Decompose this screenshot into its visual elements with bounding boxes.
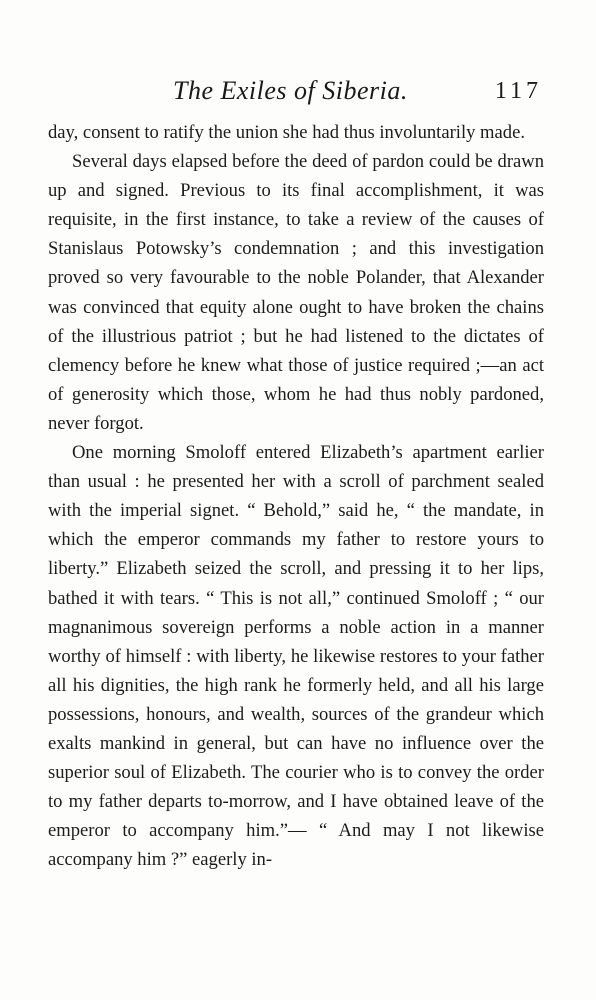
page-number: 117 bbox=[494, 78, 542, 104]
running-title: The Exiles of Siberia. bbox=[173, 76, 408, 105]
paragraph: One morning Smoloff entered Elizabeth’s apartment earlier than usual : he presented her with a scroll of parchment sealed with the imperial signet. “ Behold,” said he, “ the mandate, in which the emperor commands my father to restore yours to liberty.” Elizabeth seized the scroll, and pressing it to her lips, bathed it with tears. “ This is not all,” continued Smoloff ; “ our magnanimous sovereign performs a noble action in a manner worthy of himself : with liberty, he likewise restores to your father all his dignities, the high rank he formerly held, and all his large possessions, honours, and wealth, sources of the grandeur which exalts mankind in general, but can have no influence over the superior soul of Elizabeth. The courier who is to convey the order to my father departs to-morrow, and I have obtained leave of the emperor to accompany him.”— “ And may I not likewise accompany him ?” eagerly in- bbox=[48, 442, 544, 871]
body-text bbox=[48, 118, 544, 874]
paragraph-continued: day, consent to ratify the union she had thus involuntarily made. bbox=[48, 122, 525, 143]
paragraph: Several days elapsed before the deed of pardon could be drawn up and signed. Previous to its final accomplishment, it was requisite, in the first instance, to take a review of the causes of Stanislaus Potowsky’s condemnation ; and this investigation proved so very favourable to the noble Polander, that Alexander was convinced that equity alone ought to have broken the chains of the illustrious patriot ; but he had listened to the dictates of clemency before he knew what those of justice required ;—an act of generosity which those, whom he had thus nobly pardoned, never forgot. bbox=[48, 151, 544, 434]
running-header bbox=[48, 70, 548, 110]
